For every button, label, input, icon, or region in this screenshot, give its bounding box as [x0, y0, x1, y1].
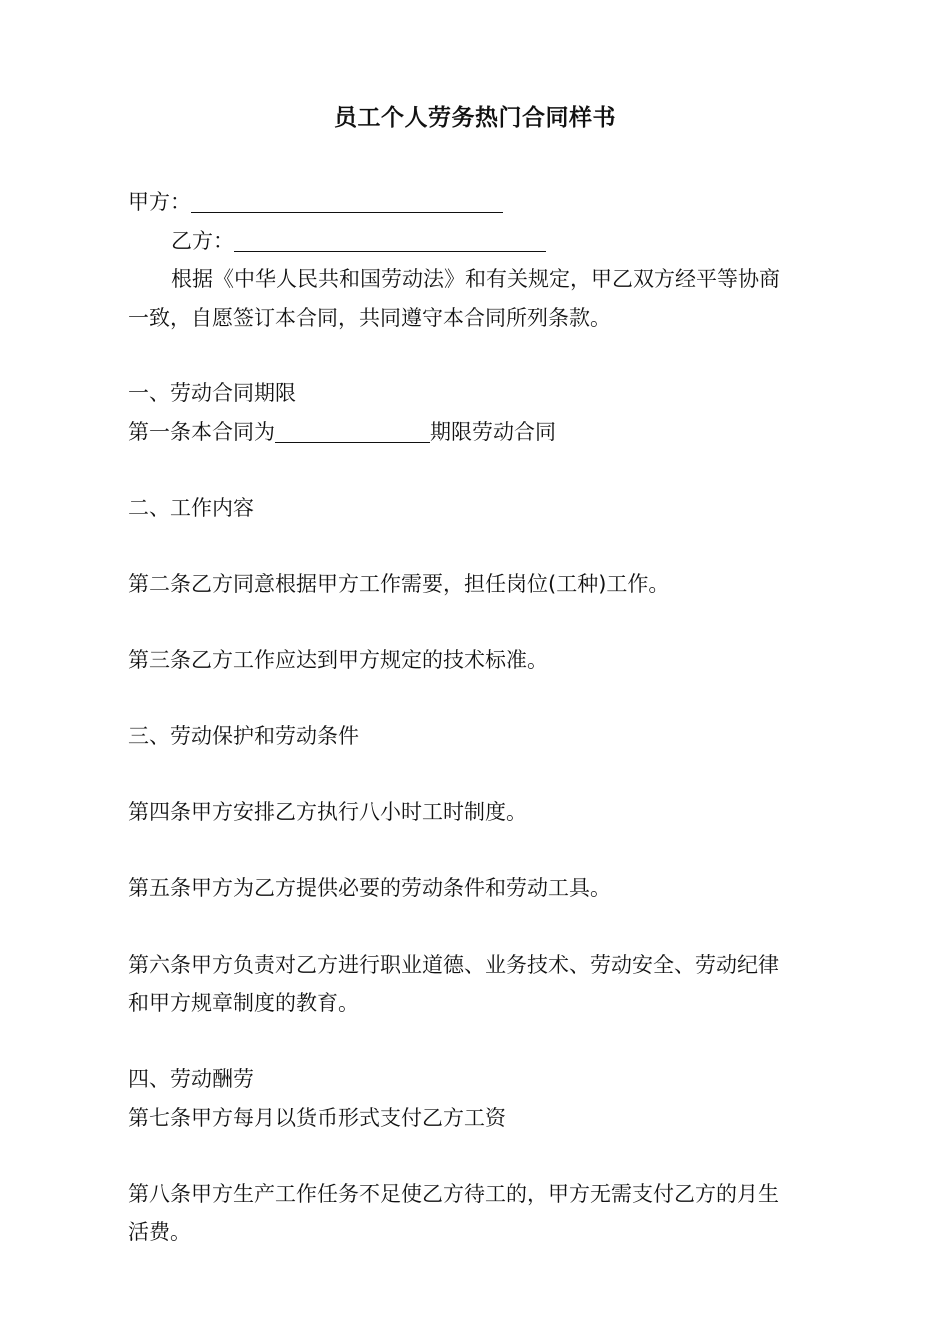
article-1 — [128, 413, 828, 452]
preamble-line-1: 根据《中华人民共和国劳动法》和有关规定，甲乙双方经平等协商 — [171, 267, 780, 291]
section-heading: 二、工作内容 — [128, 496, 254, 520]
article-4: 第四条甲方安排乙方执行八小时工时制度。 — [128, 800, 527, 824]
article-8-line-2: 活费。 — [128, 1220, 191, 1244]
section-heading: 四、劳动酬劳 — [128, 1067, 254, 1091]
party-a-label: 甲方： — [128, 190, 191, 214]
article-6-line-2: 和甲方规章制度的教育。 — [128, 991, 359, 1015]
party-b-blank[interactable] — [234, 225, 546, 252]
contract-term-blank[interactable] — [275, 416, 430, 443]
article-8-line-1: 第八条甲方生产工作任务不足使乙方待工的，甲方无需支付乙方的月生 — [128, 1182, 779, 1206]
party-a-blank[interactable] — [191, 186, 503, 213]
article-6-line-1: 第六条甲方负责对乙方进行职业道德、业务技术、劳动安全、劳动纪律 — [128, 953, 779, 977]
article-1-suffix: 期限劳动合同 — [430, 420, 556, 444]
section-heading: 三、劳动保护和劳动条件 — [128, 724, 359, 748]
article-2: 第二条乙方同意根据甲方工作需要，担任岗位(工种)工作。 — [128, 572, 670, 596]
article-3: 第三条乙方工作应达到甲方规定的技术标准。 — [128, 648, 548, 672]
party-b-line — [171, 222, 871, 261]
document-title: 员工个人劳务热门合同样书 — [334, 105, 616, 131]
preamble-line-2: 一致，自愿签订本合同，共同遵守本合同所列条款。 — [128, 306, 611, 330]
article-5: 第五条甲方为乙方提供必要的劳动条件和劳动工具。 — [128, 876, 611, 900]
party-a-line — [128, 183, 828, 222]
article-1-prefix: 第一条本合同为 — [128, 420, 275, 444]
article-7: 第七条甲方每月以货币形式支付乙方工资 — [128, 1106, 506, 1130]
section-heading: 一、劳动合同期限 — [128, 381, 296, 405]
party-b-label: 乙方： — [171, 229, 234, 253]
